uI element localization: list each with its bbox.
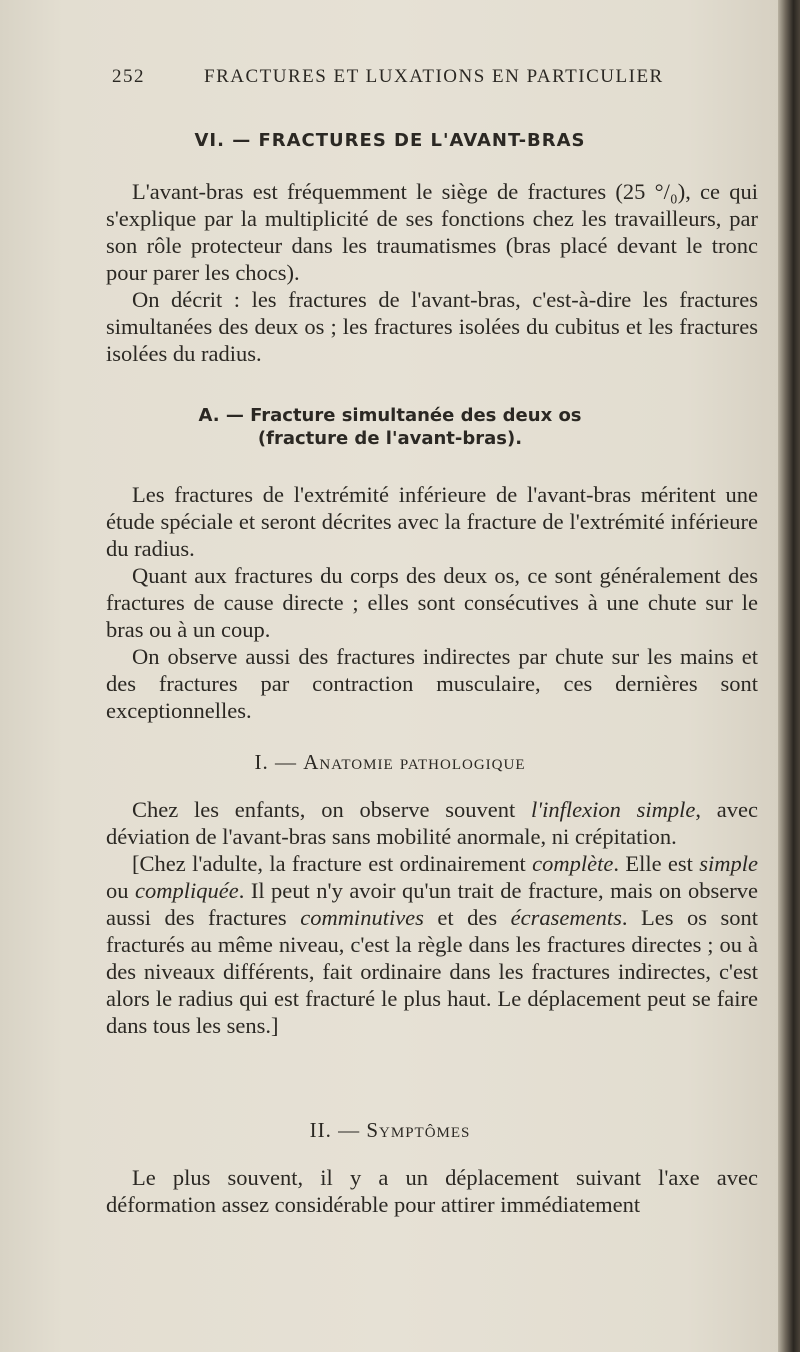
italic-term: simple [699,851,759,876]
running-header [112,66,682,96]
subsection-a-heading [0,404,780,450]
italic-term: écrasements [510,905,622,930]
text-run: [Chez l'adulte, la fracture est ordinairement [132,851,533,876]
anatomie-title: Anatomie pathologique [303,750,526,774]
italic-term: comminutives [300,905,424,930]
subsection-a-text [106,481,758,724]
page-number: 252 [112,66,145,87]
paragraph: Quant aux fractures du corps des deux os, ce sont généralement des fractures de cause directe ; elles sont consécutives à une chute sur le bras ou à un coup. [106,563,758,642]
text-run: . Les os sont fracturés au même niveau, c'est la règle dans les fractures directes ; ou à des niveaux différents, fait ordinaire dans les fractures indirectes, c'est alors le radius qui est fracturé le plus haut. Le déplacement peut se faire dans tous les sens.] [106,905,758,1038]
text-run: . Elle est [613,851,700,876]
italic-term: complète [532,851,614,876]
paragraph: On observe aussi des fractures indirectes par chute sur les mains et des fractures par contraction musculaire, ces dernières sont exceptionnelles. [106,644,758,723]
text-run: et des [423,905,511,930]
running-title: FRACTURES ET LUXATIONS EN PARTICULIER [204,66,664,87]
intro-text [106,178,758,367]
paragraph: Le plus souvent, il y a un déplacement suivant l'axe avec déformation assez considérable pour attirer immédiatement [106,1165,758,1217]
text-run: . Il peut n'y avoir qu'un trait de fracture, mais on observe aussi des fractures [106,878,759,930]
section-title: VI. — FRACTURES DE L'AVANT-BRAS [194,130,586,151]
paragraph: Les fractures de l'extrémité inférieure de l'avant-bras méritent une étude spéciale et seront décrites avec la fracture de l'extrémité inférieure du radius. [106,482,758,561]
italic-term: compliquée [135,878,239,903]
paragraph: L'avant-bras est fréquemment le siège de fractures (25 °/₀), ce qui s'explique par la multiplicité de ses fonctions chez les travailleurs, par son rôle protecteur dans les traumatismes (bras placé devant le tronc pour parer les chocs). [106,179,758,285]
paragraph: On décrit : les fractures de l'avant-bras, c'est-à-dire les fractures simultanées des deux os ; les fractures isolées du cubitus et les fractures isolées du radius. [106,287,758,366]
anatomie-numeral: I. — [254,750,297,774]
text-run: ou [106,878,135,903]
book-binding-edge [778,0,800,1352]
paragraph [106,850,758,1039]
symptomes-numeral: II. — [309,1118,361,1142]
text-run: Chez les enfants, on observe souvent [132,797,532,822]
text-run: , avec déviation de l'avant-bras sans mobilité anormale, ni crépitation. [106,797,758,849]
symptomes-text [106,1164,758,1218]
italic-term: l'inflexion simple [531,797,696,822]
symptomes-heading [0,1118,780,1143]
anatomie-text [106,796,758,1039]
subsection-a-heading-line2: (fracture de l'avant-bras). [257,428,523,449]
anatomie-heading [0,750,780,775]
paragraph [106,796,758,850]
subsection-a-heading-line1: A. — Fracture simultanée des deux os [198,405,582,426]
symptomes-title: Symptômes [366,1118,471,1142]
